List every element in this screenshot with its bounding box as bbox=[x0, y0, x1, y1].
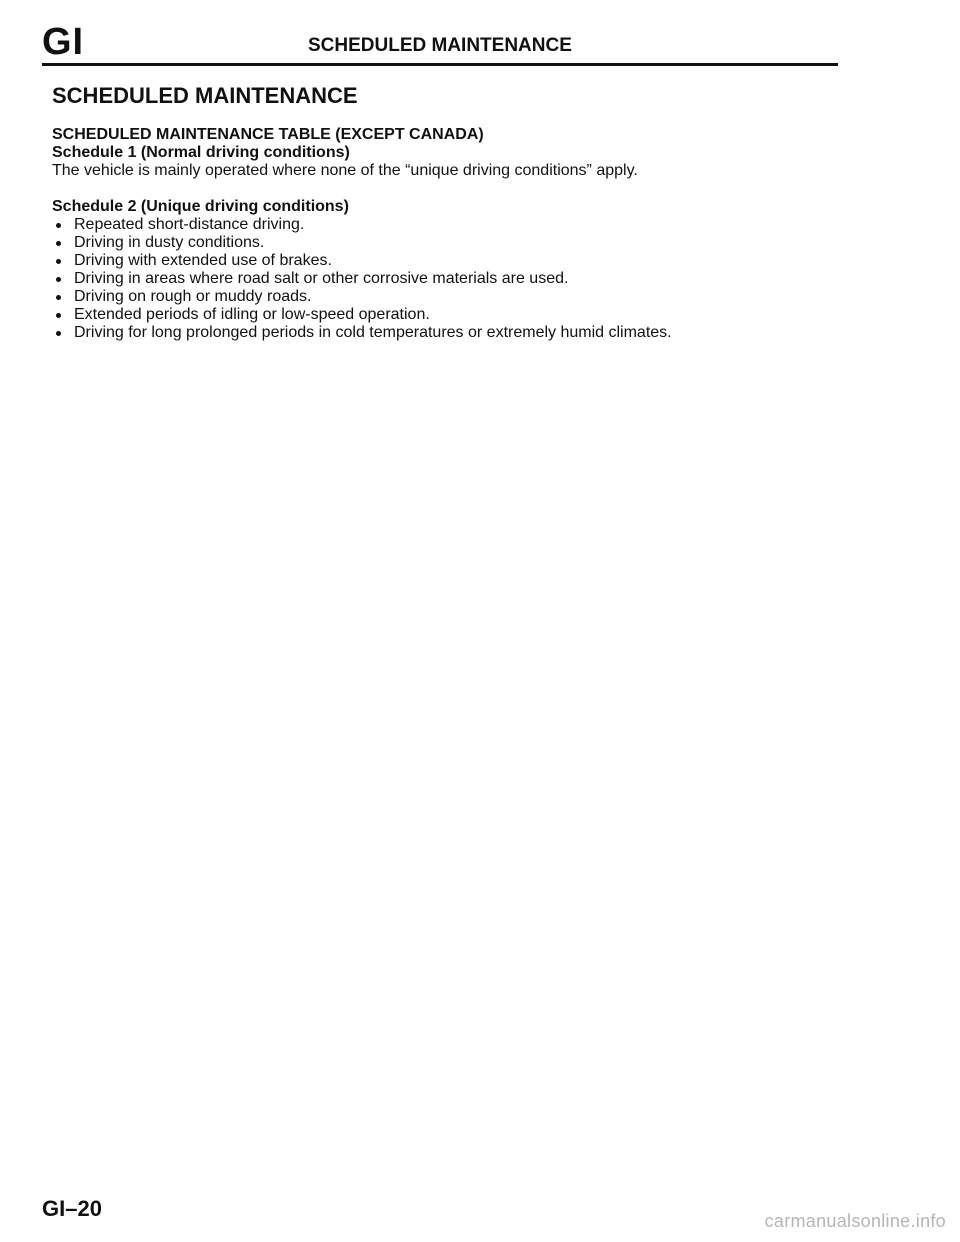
page-header bbox=[42, 20, 838, 68]
watermark-text: carmanualsonline.info bbox=[764, 1211, 946, 1231]
list-item-text: Driving with extended use of brakes. bbox=[74, 252, 332, 269]
schedule1-title: Schedule 1 (Normal driving conditions) bbox=[52, 144, 350, 161]
bullet-icon bbox=[56, 241, 61, 246]
header-divider bbox=[42, 63, 838, 66]
header-title: SCHEDULED MAINTENANCE bbox=[308, 35, 572, 56]
list-item-text: Driving in dusty conditions. bbox=[74, 234, 265, 251]
list-item bbox=[52, 252, 812, 270]
list-item bbox=[52, 270, 812, 288]
bullet-icon bbox=[56, 295, 61, 300]
schedule2-title: Schedule 2 (Unique driving conditions) bbox=[52, 198, 349, 215]
list-item-text: Driving in areas where road salt or other corrosive materials are used. bbox=[74, 270, 569, 287]
page-number: GI–20 bbox=[42, 1196, 102, 1221]
list-item-text: Repeated short-distance driving. bbox=[74, 216, 305, 233]
bullet-icon bbox=[56, 331, 61, 336]
page-content bbox=[52, 82, 812, 342]
list-item bbox=[52, 288, 812, 306]
main-heading: SCHEDULED MAINTENANCE bbox=[52, 83, 358, 108]
list-item bbox=[52, 234, 812, 252]
list-item bbox=[52, 216, 812, 234]
table-title: SCHEDULED MAINTENANCE TABLE (EXCEPT CANADA) bbox=[52, 126, 484, 143]
bullet-icon bbox=[56, 277, 61, 282]
list-item-text: Driving on rough or muddy roads. bbox=[74, 288, 312, 305]
bullet-icon bbox=[56, 313, 61, 318]
schedule1-description: The vehicle is mainly operated where none of the “unique driving conditions” apply. bbox=[52, 162, 638, 179]
list-item-text: Extended periods of idling or low-speed operation. bbox=[74, 306, 430, 323]
section-code: GI bbox=[42, 21, 85, 63]
bullet-icon bbox=[56, 223, 61, 228]
list-item bbox=[52, 306, 812, 324]
list-item-text: Driving for long prolonged periods in cold temperatures or extremely humid climates. bbox=[74, 324, 672, 341]
schedule2-section bbox=[52, 198, 812, 342]
schedule2-conditions-list bbox=[52, 216, 812, 342]
bullet-icon bbox=[56, 259, 61, 264]
list-item bbox=[52, 324, 812, 342]
